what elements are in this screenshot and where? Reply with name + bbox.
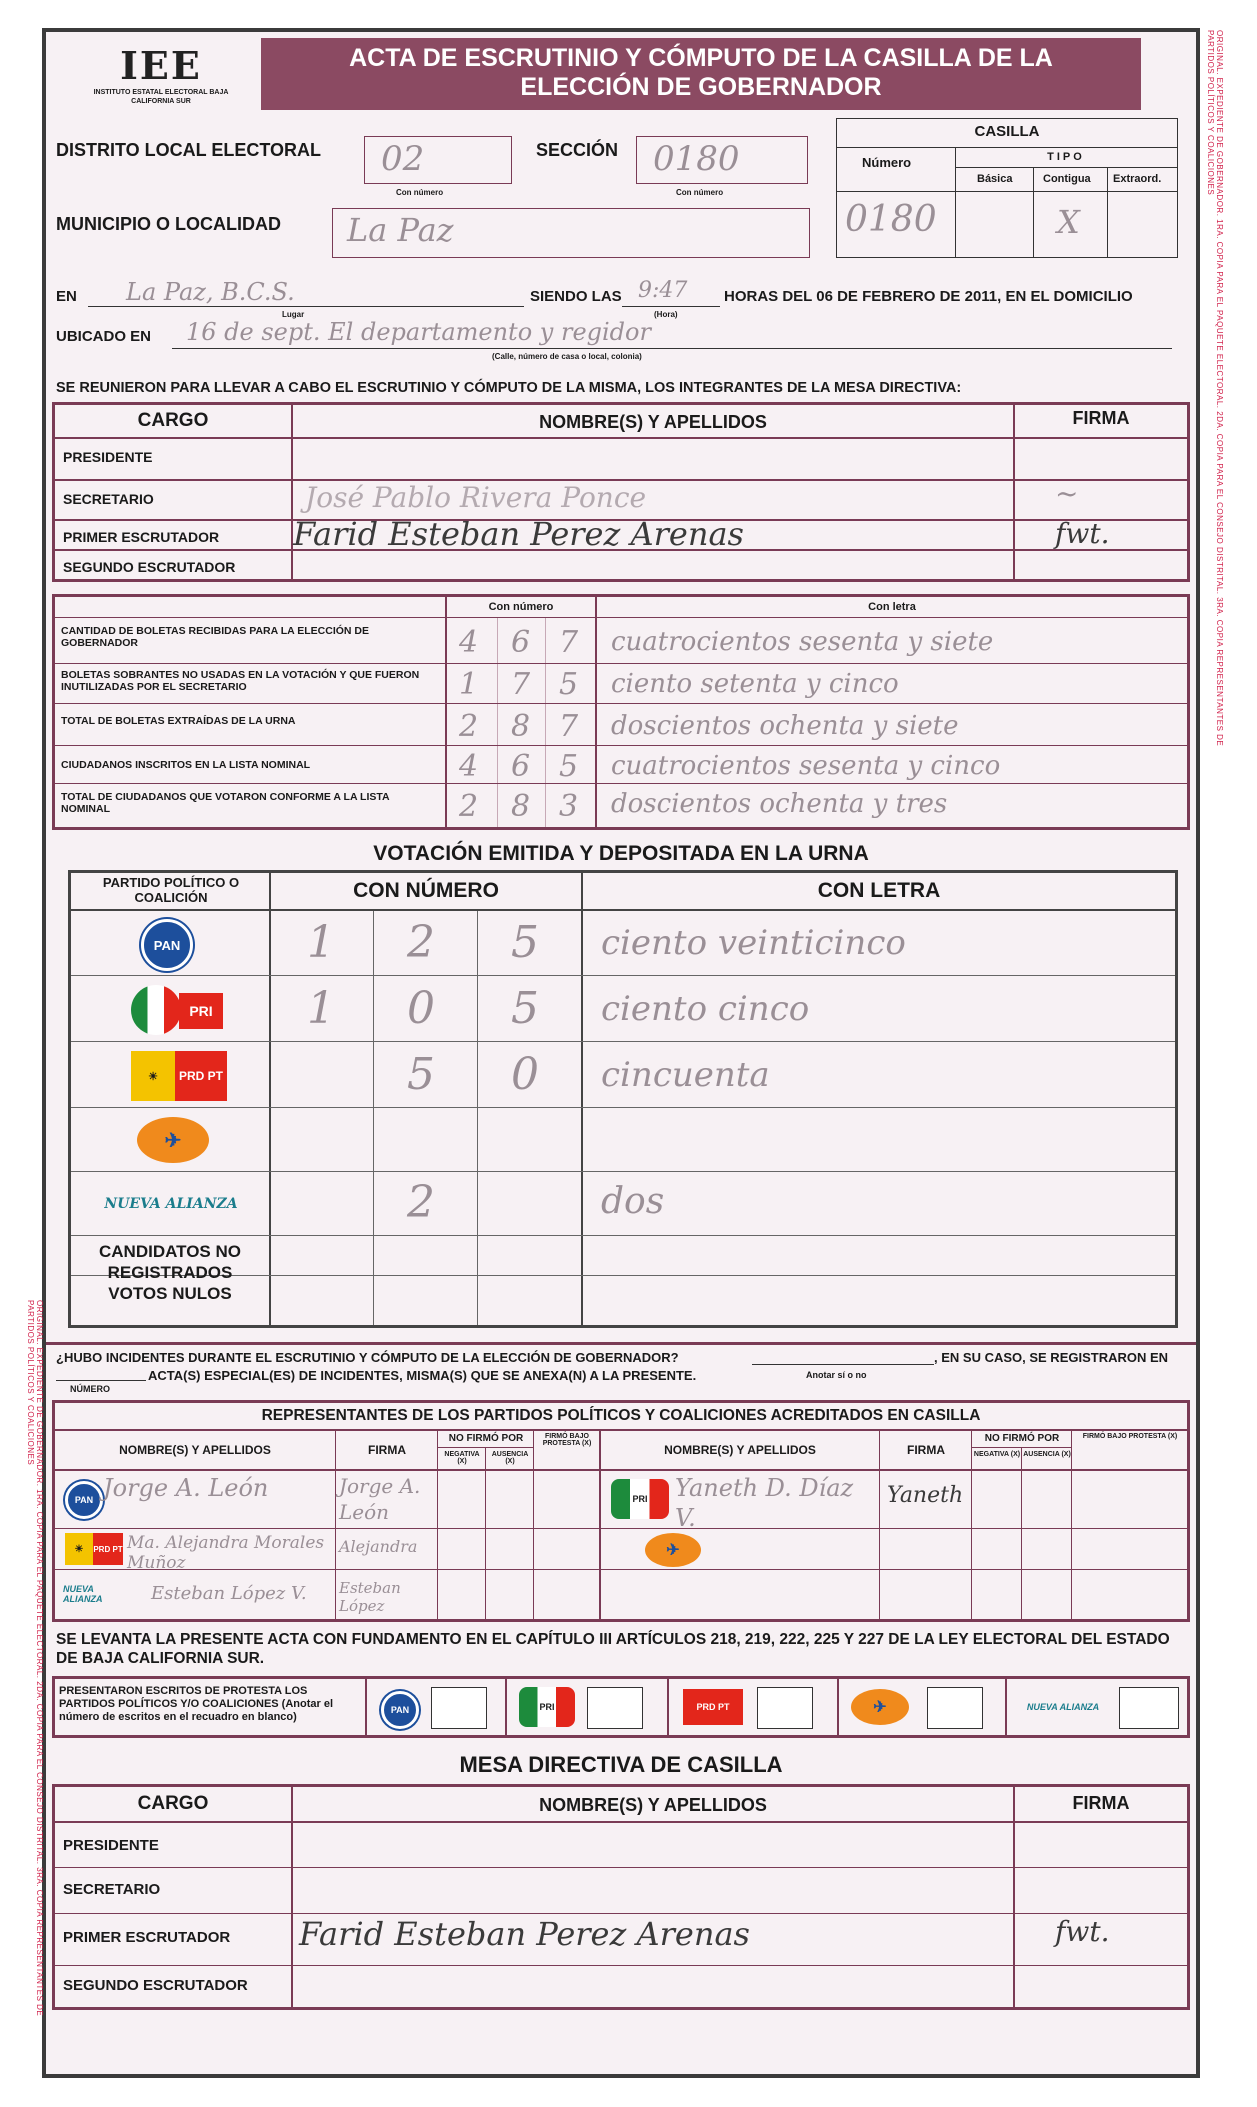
mesa1-table [52, 402, 1190, 582]
rep-pan-icon: PAN [65, 1481, 103, 1519]
mesa1-firma-header: FIRMA [1072, 408, 1130, 428]
boleta-d2-4: 8 [511, 789, 531, 824]
boleta-label-3: CIUDADANOS INSCRITOS EN LA LISTA NOMINAL [61, 759, 311, 771]
rep-na-icon: NUEVA ALIANZA [63, 1584, 103, 1604]
mesa1-primer-firma: fwt. [1055, 517, 1110, 550]
boleta-d1-2: 2 [459, 709, 479, 744]
boleta-d2-1: 7 [511, 667, 531, 702]
protesta-pan-box[interactable] [431, 1687, 487, 1729]
mesa1-secretario-firma: ~ [1055, 477, 1079, 510]
con-numero-header: CON NÚMERO [353, 879, 499, 902]
hora-hint: (Hora) [654, 310, 678, 319]
horas-text: HORAS DEL 06 DE FEBRERO DE 2011, EN EL DOMICILIO [724, 288, 1133, 305]
casilla-numero-value: 0180 [845, 199, 937, 240]
representantes-table [52, 1400, 1190, 1622]
siendo-label: SIENDO LAS [530, 288, 622, 305]
municipio-field[interactable] [332, 208, 810, 258]
incidentes-line2: ACTA(S) ESPECIAL(ES) DE INCIDENTES, MISMA(S) QUE SE ANEXA(N) A LA PRESENTE. [148, 1368, 697, 1383]
votos-nulos-label: VOTOS NULOS [108, 1284, 232, 1303]
casilla-extraord-label: Extraord. [1113, 173, 1162, 185]
mesa1-secretario-nombre: José Pablo Rivera Ponce [305, 481, 647, 514]
acta-sheet [42, 28, 1200, 2078]
rep-left-firma-0: Jorge A. León [339, 1474, 421, 1524]
municipio-value: La Paz [347, 211, 454, 249]
boleta-label-0: CANTIDAD DE BOLETAS RECIBIDAS PARA LA ELECCIÓN DE GOBERNADOR [61, 625, 370, 649]
iee-logo [86, 44, 236, 106]
boletas-table [52, 594, 1190, 830]
rep-bajo-left: FIRMÓ BAJO PROTESTA (X) [542, 1433, 592, 1447]
mesa2-firma-header: FIRMA [1072, 1793, 1130, 1813]
vot-pan-letra: ciento veinticinco [601, 923, 906, 963]
ubicado-label: UBICADO EN [56, 328, 152, 345]
mesa1-cargo-header: CARGO [137, 410, 209, 431]
title-line-1: ACTA DE ESCRUTINIO Y CÓMPUTO DE LA CASILLA DE LA [349, 44, 1053, 72]
rep-left-nombre-2: Esteban López V. [151, 1583, 307, 1604]
title-line-2: ELECCIÓN DE GOBERNADOR [520, 73, 882, 101]
pri-coalition-label: PRI [179, 993, 223, 1029]
protesta-pan-icon: PAN [381, 1691, 419, 1729]
mesa2-title: MESA DIRECTIVA DE CASILLA [459, 1752, 783, 1777]
rep-ausencia-left: AUSENCIA (X) [491, 1451, 529, 1465]
pan-logo-icon: PAN [141, 919, 193, 971]
vot-prdpt-d2: 5 [407, 1049, 435, 1100]
institute-name: INSTITUTO ESTATAL ELECTORAL BAJA CALIFORNIA SUR [93, 89, 229, 105]
rep-firma-header-left: FIRMA [368, 1443, 406, 1457]
rep-negativa-right: NEGATIVA (X) [973, 1451, 1021, 1458]
no-registrados-label: CANDIDATOS NO REGISTRADOS [99, 1242, 241, 1282]
boleta-letra-1: ciento setenta y cinco [611, 669, 899, 699]
side-legal-text-left: ORIGINAL. EXPEDIENTE DE GOBERNADOR. 1RA. COPIA PARA EL PAQUETE ELECTORAL. 2DA. COPIA PARA EL CONSEJO DISTRITAL. 3RA. COPIA REPRESENTANTES DE PARTIDOS POLÍTICOS Y COALICIONES [26, 1300, 44, 2017]
protesta-na-icon: NUEVA ALIANZA [1026, 1702, 1100, 1712]
rep-left-nombre-0: Jorge A. León [103, 1474, 269, 1502]
rep-pt-icon: PRD PT [93, 1533, 123, 1565]
mesa2-table [52, 1784, 1190, 2010]
vot-na-d2: 2 [407, 1177, 435, 1228]
title-banner [261, 38, 1141, 110]
rep-convergencia-icon: ✈ [645, 1533, 701, 1567]
boleta-letra-2: doscientos ochenta y siete [611, 711, 959, 741]
boleta-label-1: BOLETAS SOBRANTES NO USADAS EN LA VOTACIÓN Y QUE FUERON INUTILIZADAS POR EL SECRETARIO [61, 669, 420, 693]
protesta-convergencia-box[interactable] [927, 1687, 983, 1729]
rep-negativa-left: NEGATIVA (X) [444, 1451, 480, 1465]
side-legal-text-right: ORIGINAL. EXPEDIENTE DE GOBERNADOR. 1RA. COPIA PARA EL PAQUETE ELECTORAL. 2DA. COPIA PARA EL CONSEJO DISTRITAL. 3RA. COPIA REPRESENTANTES DE PARTIDOS POLÍTICOS Y COALICIONES [1206, 30, 1224, 747]
rep-pri-icon: PRI [611, 1479, 669, 1519]
vot-prdpt-letra: cincuenta [601, 1055, 770, 1095]
boleta-d2-0: 6 [511, 625, 531, 660]
vot-pan-d3: 5 [511, 917, 539, 968]
protesta-prdpt-icon: PRD PT [683, 1689, 743, 1725]
ubicado-value: 16 de sept. El departamento y regidor [186, 318, 651, 346]
mesa2-nombre-header: NOMBRE(S) Y APELLIDOS [539, 1795, 767, 1815]
rep-prd-icon: ☀ [65, 1533, 93, 1565]
boleta-d3-1: 5 [559, 667, 579, 702]
casilla-numero-label: Número [862, 155, 912, 170]
boleta-letra-3: cuatrocientos sesenta y cinco [611, 751, 1001, 781]
incidentes-line1: ¿HUBO INCIDENTES DURANTE EL ESCRUTINIO Y CÓMPUTO DE LA ELECCIÓN DE GOBERNADOR? [56, 1350, 679, 1365]
incidentes-line1-end: , EN SU CASO, SE REGISTRARON EN [934, 1350, 1169, 1365]
rep-left-nombre-1: Ma. Alejandra Morales Muñoz [127, 1533, 325, 1573]
pt-logo-icon: PRD PT [175, 1051, 227, 1101]
vot-pri-d1: 1 [307, 983, 335, 1034]
rep-right-nombre-0: Yaneth D. Díaz V. [675, 1474, 854, 1532]
seccion-hint: Con número [676, 188, 724, 197]
en-value: La Paz, B.C.S. [126, 278, 295, 306]
mesa1-nombre-header: NOMBRE(S) Y APELLIDOS [539, 412, 767, 432]
votacion-table [68, 870, 1178, 1328]
boleta-letra-4: doscientos ochenta y tres [611, 789, 948, 819]
mesa1-row-secretario: SECRETARIO [63, 491, 154, 507]
boleta-d2-3: 6 [511, 749, 531, 784]
rep-ausencia-right: AUSENCIA (X) [1023, 1451, 1071, 1458]
rep-title: REPRESENTANTES DE LOS PARTIDOS POLÍTICOS Y COALICIONES ACREDITADOS EN CASILLA [261, 1407, 981, 1424]
seccion-label: SECCIÓN [536, 140, 619, 160]
distrito-hint: Con número [396, 188, 444, 197]
vot-pan-d2: 2 [407, 917, 435, 968]
vot-na-letra: dos [601, 1181, 665, 1222]
protesta-row [52, 1676, 1190, 1738]
convergencia-logo-icon: ✈ [137, 1117, 209, 1163]
prd-logo-icon: ☀ [131, 1051, 175, 1101]
rep-nofirmo-left: NO FIRMÓ POR [448, 1433, 524, 1444]
seccion-value: 0180 [653, 139, 740, 179]
rep-nofirmo-right: NO FIRMÓ POR [984, 1433, 1060, 1444]
distrito-label: DISTRITO LOCAL ELECTORAL [56, 140, 322, 160]
distrito-field[interactable] [364, 136, 512, 184]
casilla-contigua-mark: X [1057, 203, 1080, 241]
rep-left-firma-2: Esteban López [339, 1579, 401, 1615]
casilla-contigua-label: Contigua [1043, 173, 1091, 185]
rep-nombre-header-right: NOMBRE(S) Y APELLIDOS [664, 1443, 816, 1457]
seccion-field[interactable] [636, 136, 808, 184]
calle-hint: (Calle, número de casa o local, colonia) [492, 352, 642, 361]
boleta-label-4: TOTAL DE CIUDADANOS QUE VOTARON CONFORME A LA LISTA NOMINAL [61, 791, 390, 815]
rep-nombre-header-left: NOMBRE(S) Y APELLIDOS [119, 1443, 271, 1457]
fundamento-text: SE LEVANTA LA PRESENTE ACTA CON FUNDAMENTO EN EL CAPÍTULO III ARTÍCULOS 218, 219, 222, 225 Y 227 DE LA LEY ELECTORAL DEL ESTADO DE BAJA CALIFORNIA SUR. [56, 1631, 1170, 1667]
boletas-numero-header: Con número [488, 601, 554, 613]
hora-value: 9:47 [638, 278, 688, 303]
rep-left-firma-1: Alejandra [339, 1537, 418, 1556]
mesa2-primer-firma: fwt. [1055, 1915, 1110, 1948]
protesta-na-box[interactable] [1119, 1687, 1179, 1729]
reunieron-text: SE REUNIERON PARA LLEVAR A CABO EL ESCRUTINIO Y CÓMPUTO DE LA MISMA, LOS INTEGRANTES DE LA MESA DIRECTIVA: [56, 380, 962, 396]
boleta-d1-1: 1 [459, 667, 479, 702]
incidentes-anotar: Anotar sí o no [806, 1370, 867, 1380]
partido-header: PARTIDO POLÍTICO O COALICIÓN [102, 875, 240, 905]
mesa2-row-segundo: SEGUNDO ESCRUTADOR [63, 1977, 248, 1994]
boleta-d3-0: 7 [559, 625, 579, 660]
votacion-title: VOTACIÓN EMITIDA Y DEPOSITADA EN LA URNA [373, 842, 869, 865]
municipio-label: MUNICIPIO O LOCALIDAD [56, 214, 281, 234]
rep-bajo-right: FIRMÓ BAJO PROTESTA (X) [1082, 1433, 1178, 1440]
boleta-d2-2: 8 [511, 709, 531, 744]
boleta-d1-4: 2 [459, 789, 479, 824]
rep-firma-header-right: FIRMA [907, 1443, 945, 1457]
mesa2-row-presidente: PRESIDENTE [63, 1837, 159, 1854]
boleta-letra-0: cuatrocientos sesenta y siete [611, 627, 994, 657]
boleta-label-2: TOTAL DE BOLETAS EXTRAÍDAS DE LA URNA [61, 715, 296, 727]
incidentes-numero: NÚMERO [70, 1384, 110, 1394]
logo-text: IEE [120, 43, 202, 88]
vot-pri-d2: 0 [407, 983, 435, 1034]
casilla-tipo-label: TIPO [1047, 151, 1085, 163]
protesta-text: PRESENTARON ESCRITOS DE PROTESTA LOS PARTIDOS POLÍTICOS Y/O COALICIONES (Anotar el número de escritos en el recuadro en blanco) [59, 1685, 334, 1723]
nueva-alianza-logo-icon: NUEVA ALIANZA [104, 1196, 238, 1212]
en-label: EN [56, 288, 77, 305]
lugar-hint: Lugar [282, 310, 305, 319]
mesa2-row-primer: PRIMER ESCRUTADOR [63, 1929, 231, 1946]
casilla-box [836, 118, 1178, 258]
mesa2-primer-nombre: Farid Esteban Perez Arenas [299, 1915, 750, 1953]
boleta-d3-3: 5 [559, 749, 579, 784]
casilla-basica-label: Básica [977, 173, 1013, 185]
boleta-d3-2: 7 [559, 709, 579, 744]
mesa1-row-primer: PRIMER ESCRUTADOR [63, 529, 220, 545]
boleta-d1-3: 4 [459, 749, 479, 784]
protesta-pri-icon: PRI [519, 1687, 575, 1727]
boletas-letra-header: Con letra [868, 601, 916, 613]
con-letra-header: CON LETRA [817, 879, 941, 902]
vot-prdpt-d3: 0 [511, 1049, 539, 1100]
protesta-pri-box[interactable] [587, 1687, 643, 1729]
mesa2-row-secretario: SECRETARIO [63, 1881, 161, 1898]
distrito-value: 02 [381, 139, 425, 179]
boleta-d1-0: 4 [459, 625, 479, 660]
mesa1-row-segundo: SEGUNDO ESCRUTADOR [63, 559, 236, 575]
casilla-title: CASILLA [974, 123, 1040, 140]
rep-right-firma-0: Yaneth [887, 1483, 964, 1508]
vot-pan-d1: 1 [307, 917, 335, 968]
mesa1-row-presidente: PRESIDENTE [63, 449, 153, 465]
vot-pri-d3: 5 [511, 983, 539, 1034]
protesta-convergencia-icon: ✈ [851, 1689, 909, 1725]
protesta-prdpt-box[interactable] [757, 1687, 813, 1729]
pri-logo-icon [131, 985, 181, 1035]
mesa1-primer-nombre: Farid Esteban Perez Arenas [293, 515, 744, 553]
mesa2-cargo-header: CARGO [137, 1793, 209, 1814]
boleta-d3-4: 3 [559, 789, 579, 824]
vot-pri-letra: ciento cinco [601, 989, 810, 1029]
